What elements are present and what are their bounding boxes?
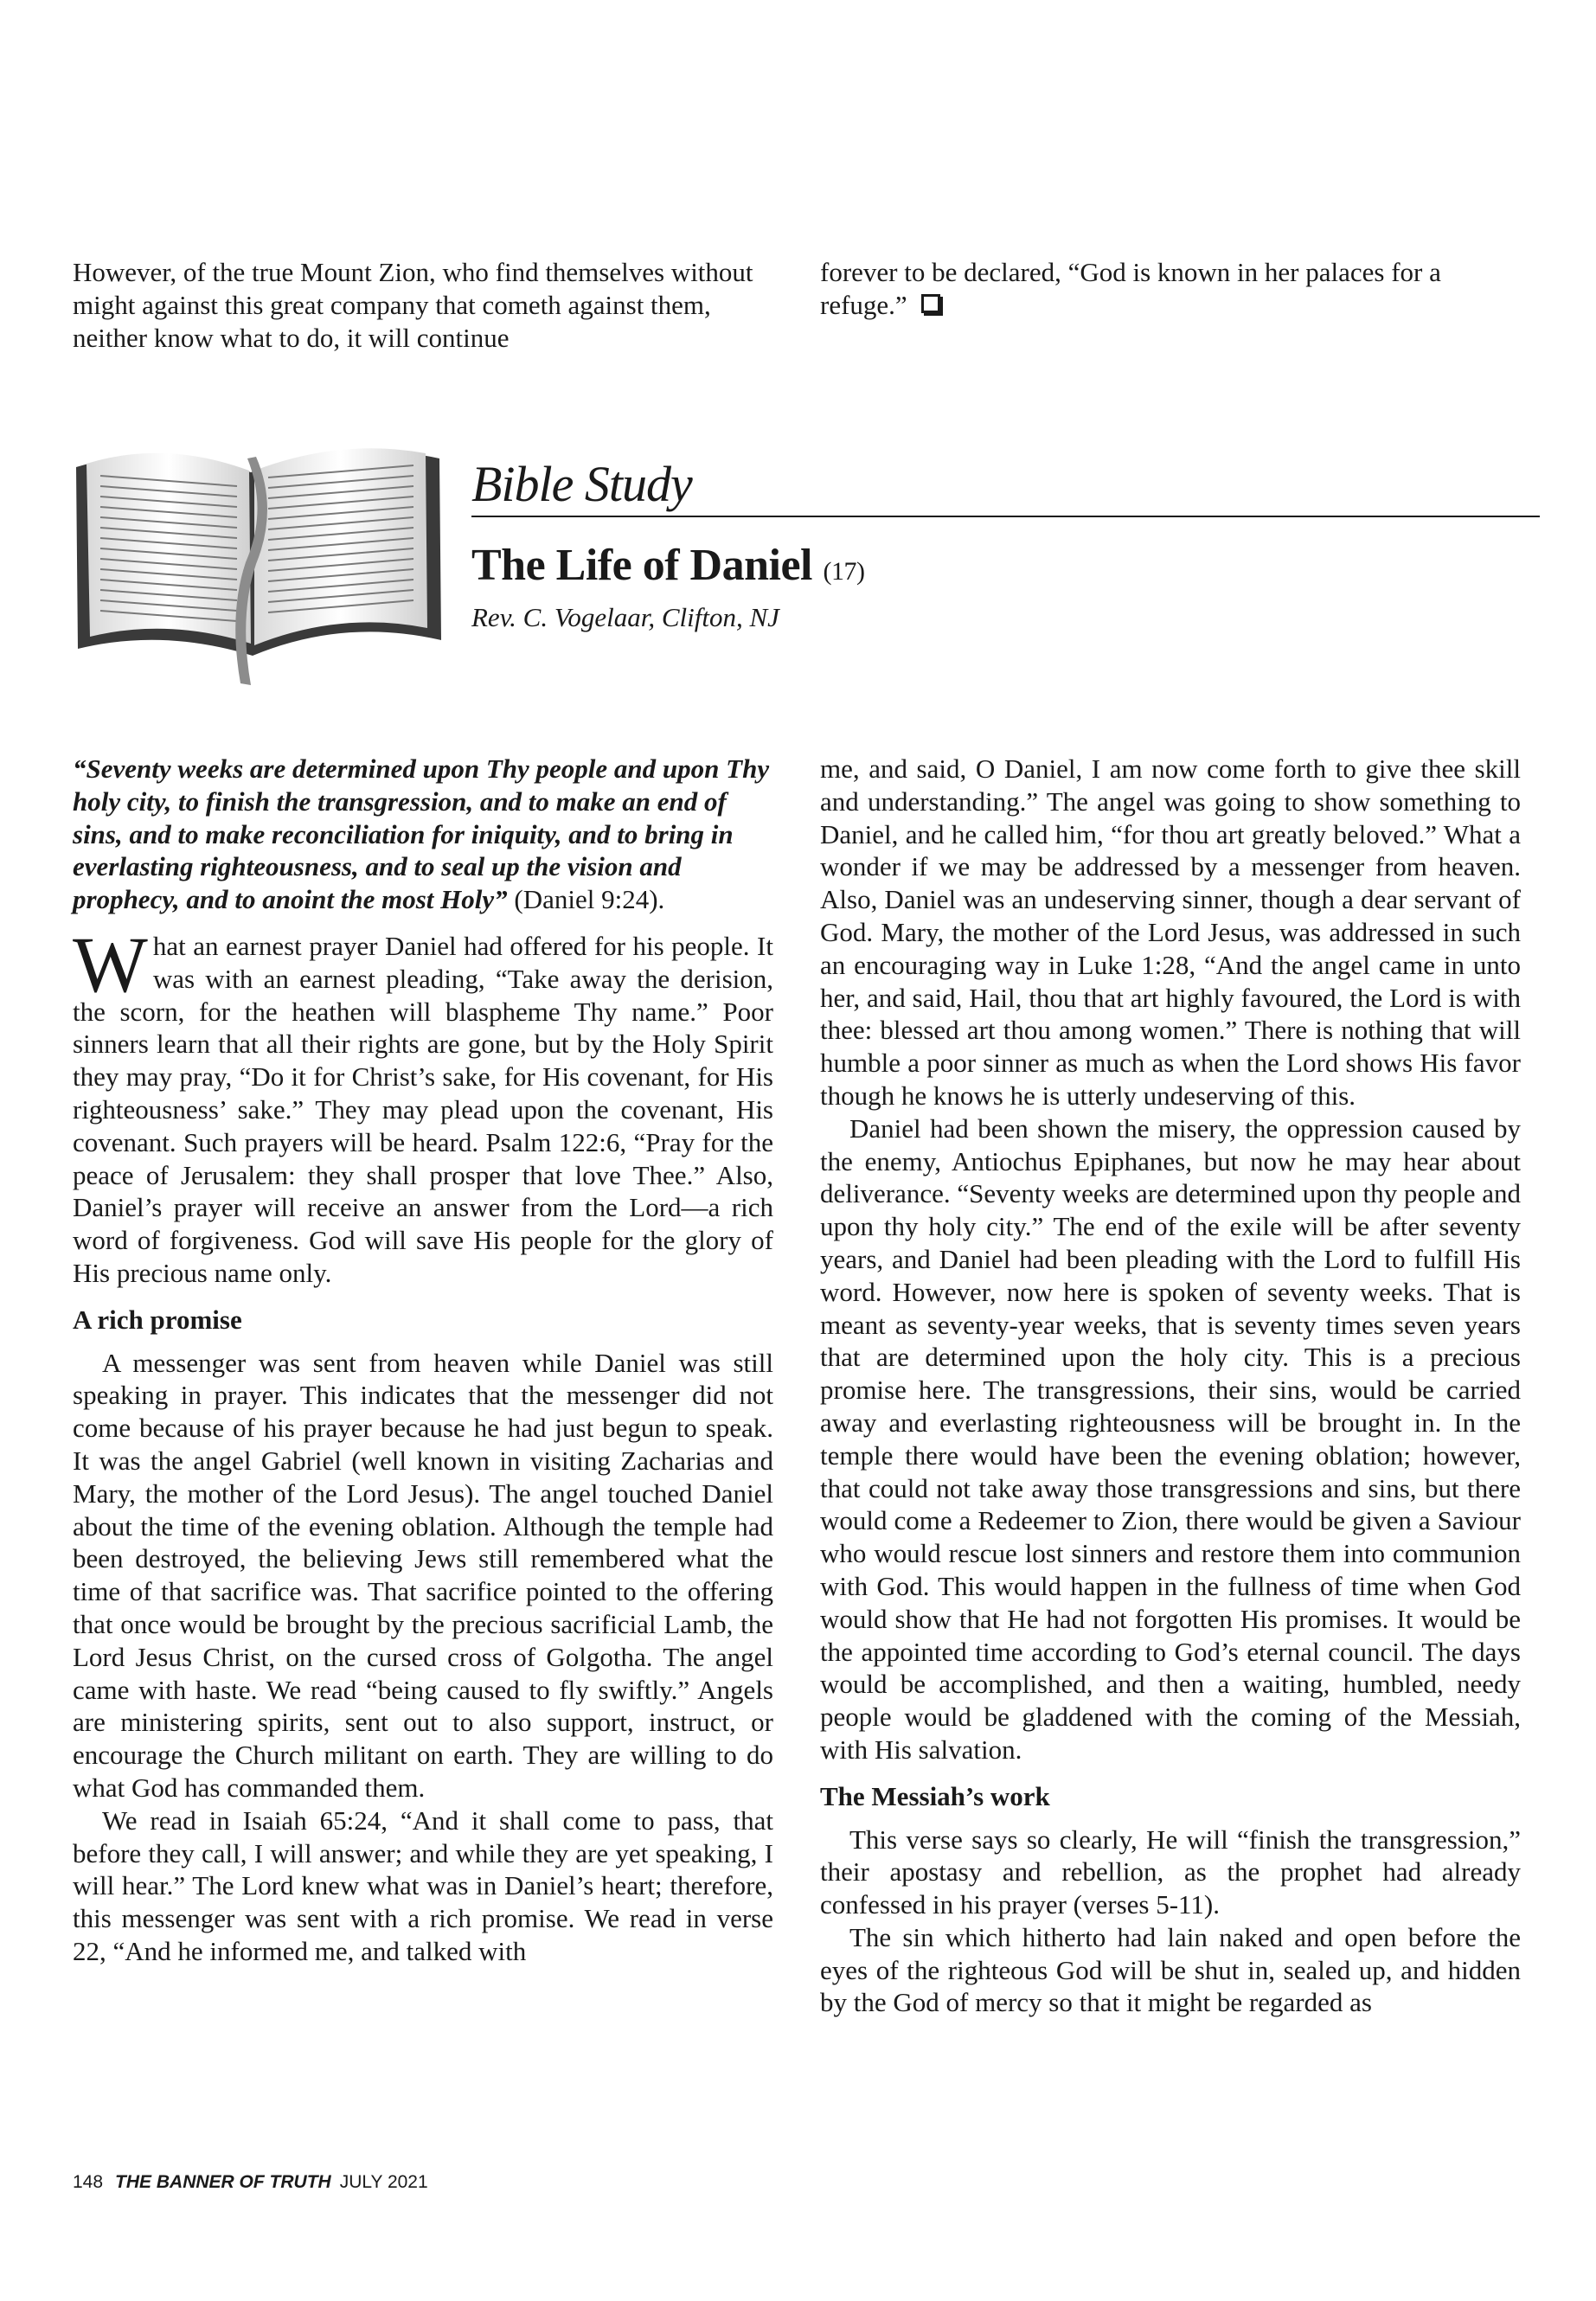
publication-name: THE BANNER OF TRUTH	[115, 2172, 331, 2192]
intro-paragraph	[73, 920, 773, 1290]
body-paragraph: We read in Isaiah 65:24, “And it shall come to pass, that before they call, I will answer; and while they are yet speaking, I will hear.” The Lord knew what was in Daniel’s heart; therefore, this messenger was sent with a rich promise. We read in verse 22, “And he informed me, and talked with	[73, 1804, 773, 1966]
epigraph	[73, 753, 773, 916]
subhead-rich-promise: A rich promise	[73, 1304, 242, 1335]
drop-cap: W	[73, 920, 148, 1009]
section-divider	[471, 516, 1540, 517]
body-paragraph: The sin which hitherto had lain naked and open before the eyes of the righteous God will be shut in, sealed up, and hidden by the God of mercy so that it might be regarded as	[820, 1921, 1521, 2018]
continued-paragraph: However, of the true Mount Zion, who find themselves without might against this great company that cometh against them, neither know what to do, it will continue	[73, 257, 753, 353]
article-author: Rev. C. Vogelaar, Clifton, NJ	[471, 602, 779, 632]
closing-paragraph	[820, 256, 1521, 322]
end-mark-icon	[921, 294, 940, 313]
epigraph-quote: “Seventy weeks are determined upon Thy people and upon Thy holy city, to finish the transgression, and to make an end of sins, and to make reconciliation for iniquity, and to bring in everlasting righteousness, and to seal up the vision and prophecy, and to anoint the most Holy”	[73, 753, 770, 915]
intro-text: hat an earnest prayer Daniel had offered for his people. It was with an earnest pleading, “Take away the derision, the scorn, for the heathen will blaspheme Thy name.” Poor sinners learn that all their rights are gone, but by the Holy Spirit they may pray, “Do it for Christ’s sake, for His covenant, for His righteousness’ sake.” They may plead upon the covenant, His covenant. Such prayers will be heard. Psalm 122:6, “Pray for the peace of Jerusalem: they shall prosper that love Thee.” Also, Daniel’s prayer will receive an answer from the Lord—a rich word of forgiveness. God will save His people for the glory of His precious name only.	[73, 930, 773, 1288]
page-number: 148	[73, 2172, 104, 2192]
article-title-text: The Life of Daniel	[471, 541, 812, 590]
article-part-number: (17)	[823, 557, 865, 586]
continued-text-left	[73, 256, 773, 354]
body-paragraph: A messenger was sent from heaven while Daniel was still speaking in prayer. This indicates that the messenger did not come because of his prayer because he had just begun to speak. It was the angel Gabriel (well known in visiting Zacharias and Mary, the mother of the Lord Jesus). The angel touched Daniel about the time of the evening oblation. Although the temple had been destroyed, the believing Jews still remembered what the time of that sacrifice was. That sacrifice pointed to the offering that once would be brought by the precious sacrificial Lamb, the Lord Jesus Christ, on the cursed cross of Golgotha. The angel came with haste. We read “being caused to fly swiftly.” Angels are ministering spirits, sent out to also support, instruct, or encourage the Church militant on earth. They are willing to do what God has commanded them.	[73, 1347, 773, 1803]
subhead-messiahs-work: The Messiah’s work	[820, 1780, 1050, 1811]
section-label: Bible Study	[471, 456, 692, 512]
epigraph-reference: (Daniel 9:24).	[514, 884, 665, 915]
body-paragraph: Daniel had been shown the misery, the oppression caused by the enemy, Antiochus Epiphanes, but now he may hear about deliverance. “Seventy weeks are determined upon thy people and upon thy holy city.” The end of the exile will be after seventy years, and Daniel had been pleading with the Lord to fulfill His word. However, now here is spoken of seventy weeks. That is meant as seventy-year weeks, that is seventy times seven years that are determined upon the holy city. This is a precious promise here. The transgressions, their sins, would be carried away and everlasting righteousness will be brought in. In the temple there would have been the evening oblation; however, that could not take away those transgressions and sins, but there would come a Redeemer to Zion, there would be given a Saviour who would rescue lost sinners and restore them into communion with God. This would happen in the fullness of time when God would show that He had not forgotten His promises. It would be the appointed time according to God’s eternal council. The days would be accomplished, and then a waiting, humbled, needy people would be gladdened with the coming of the Messiah, with His salvation.	[820, 1112, 1521, 1765]
issue-date: JULY 2021	[339, 2172, 428, 2192]
body-paragraph: me, and said, O Daniel, I am now come forth to give thee skill and understanding.” The angel was going to show something to Daniel, and he called him, “for thou art greatly beloved.” What a wonder if we may be addressed by a messenger from heaven. Also, Daniel was an undeserving sinner, though a dear servant of God. Mary, the mother of the Lord Jesus, was addressed in such an encouraging way in Luke 1:28, “And the angel came in unto her, and said, Hail, thou that art highly favoured, the Lord is with thee: blessed art thou among women.” There is nothing that will humble a poor sinner as much as when the Lord shows His favor though he knows he is utterly undeserving of this.	[820, 753, 1521, 1111]
body-paragraph: This verse says so clearly, He will “finish the transgression,” their apostasy and rebellion, as the prophet had already confessed in his prayer (verses 5-11).	[820, 1823, 1521, 1920]
article-column-left	[73, 753, 773, 1968]
article-title	[471, 538, 864, 599]
closing-text: forever to be declared, “God is known in her palaces for a refuge.”	[820, 257, 1441, 320]
continued-text-right	[820, 256, 1521, 322]
open-bible-illustration	[67, 433, 448, 692]
page-footer	[73, 2171, 428, 2194]
article-column-right	[820, 753, 1521, 2019]
